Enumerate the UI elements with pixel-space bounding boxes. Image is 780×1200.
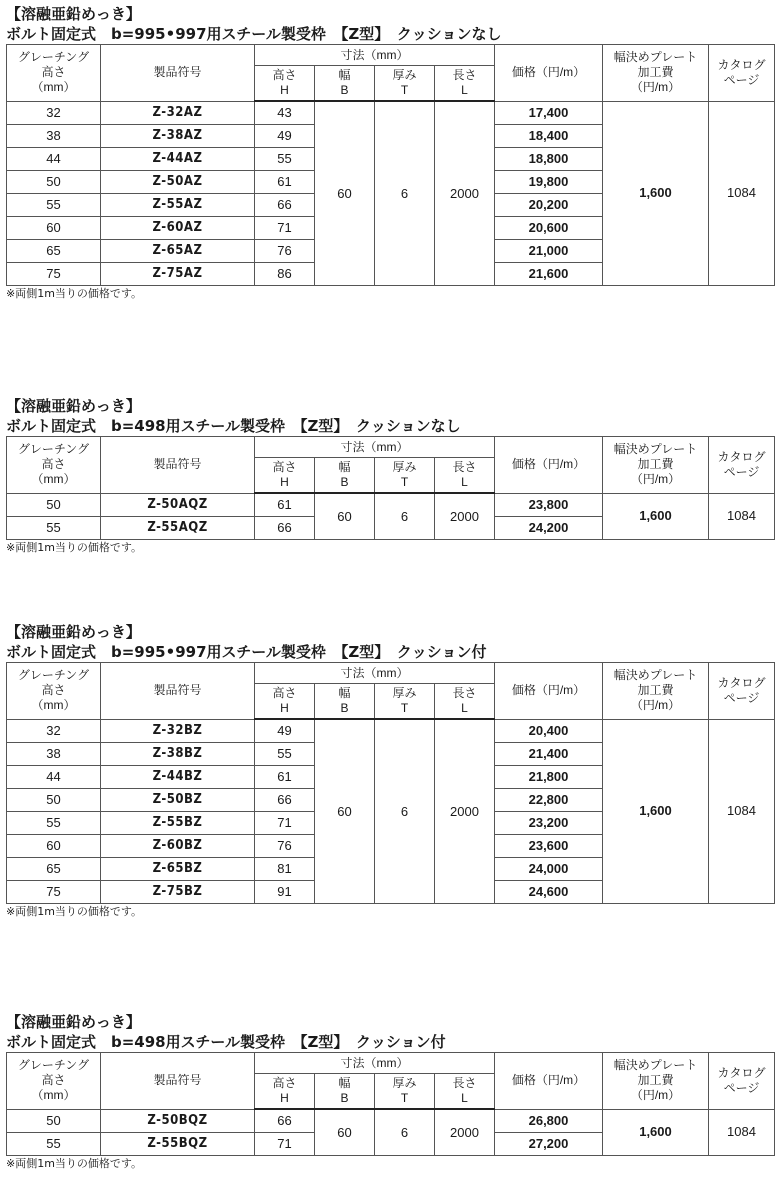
grating-height-cell: 50 <box>7 789 101 812</box>
header-line: 高さ <box>41 457 66 472</box>
price-cell: 21,800 <box>495 766 603 789</box>
product-code-cell: Z-32AZ <box>101 101 255 125</box>
header-line: 高さ <box>272 1076 297 1090</box>
header-dimensions: 寸法（mm） <box>255 1053 495 1074</box>
header-line: H <box>280 475 289 489</box>
section-category: 【溶融亜鉛めっき】 <box>6 623 141 641</box>
price-table <box>6 436 775 540</box>
header-line: L <box>461 701 468 715</box>
header-thickness <box>375 66 435 102</box>
header-line: 高さ <box>272 686 297 700</box>
product-code-cell: Z-75AZ <box>101 263 255 286</box>
header-product-code: 製品符号 <box>101 45 255 102</box>
section-category: 【溶融亜鉛めっき】 <box>6 397 141 415</box>
header-product-code: 製品符号 <box>101 437 255 494</box>
header-line: H <box>280 1091 289 1105</box>
height-cell: 76 <box>255 240 315 263</box>
header-thickness <box>375 458 435 494</box>
header-line: 厚み <box>392 68 417 82</box>
header-line: グレーチング <box>17 50 90 65</box>
header-line: H <box>280 83 289 97</box>
price-cell: 26,800 <box>495 1109 603 1133</box>
header-line: （mm） <box>31 1088 76 1103</box>
product-code-cell: Z-44AZ <box>101 148 255 171</box>
width-cell: 60 <box>315 493 375 540</box>
header-line: B <box>340 83 349 97</box>
product-code-cell: Z-32BZ <box>101 719 255 743</box>
section-title: ボルト固定式 b=498用スチール製受枠 【Z型】 クッションなし <box>6 417 461 435</box>
header-line: ページ <box>723 1080 760 1095</box>
header-line: カタログ <box>717 449 766 464</box>
grating-height-cell: 60 <box>7 835 101 858</box>
header-row <box>7 45 775 66</box>
grating-height-cell: 60 <box>7 217 101 240</box>
header-catalog-page <box>709 45 775 102</box>
header-line: T <box>400 701 409 715</box>
header-line: 高さ <box>272 68 297 82</box>
height-cell: 61 <box>255 171 315 194</box>
header-line: 高さ <box>272 460 297 474</box>
price-table <box>6 662 775 904</box>
header-line: ページ <box>723 690 760 705</box>
header-line: 長さ <box>452 686 477 700</box>
grating-height-cell: 75 <box>7 881 101 904</box>
section-category: 【溶融亜鉛めっき】 <box>6 1013 141 1031</box>
height-cell: 66 <box>255 194 315 217</box>
header-product-code: 製品符号 <box>101 663 255 720</box>
header-grating-height <box>7 45 101 102</box>
header-height <box>255 684 315 720</box>
header-width <box>315 66 375 102</box>
header-thickness <box>375 684 435 720</box>
header-price: 価格（円/m） <box>495 1053 603 1110</box>
header-line: （円/m） <box>630 1088 681 1103</box>
price-cell: 17,400 <box>495 101 603 125</box>
header-catalog-page <box>709 437 775 494</box>
header-line: T <box>400 1091 409 1105</box>
header-line: グレーチング <box>17 1058 90 1073</box>
plate-fee-cell: 1,600 <box>603 493 709 540</box>
header-grating-height <box>7 1053 101 1110</box>
width-cell: 60 <box>315 719 375 904</box>
header-thickness <box>375 1074 435 1110</box>
thickness-cell: 6 <box>375 1109 435 1156</box>
price-cell: 21,400 <box>495 743 603 766</box>
product-code-cell: Z-55AQZ <box>101 517 255 540</box>
price-cell: 18,400 <box>495 125 603 148</box>
height-cell: 71 <box>255 217 315 240</box>
product-code-cell: Z-50BQZ <box>101 1109 255 1133</box>
header-price: 価格（円/m） <box>495 45 603 102</box>
header-plate-fee <box>603 45 709 102</box>
section-category: 【溶融亜鉛めっき】 <box>6 5 141 23</box>
header-line: 高さ <box>41 1073 66 1088</box>
price-note: ※両側1m当りの価格です。 <box>6 905 143 918</box>
header-dimensions: 寸法（mm） <box>255 45 495 66</box>
plate-fee-cell: 1,600 <box>603 1109 709 1156</box>
product-code-cell: Z-65BZ <box>101 858 255 881</box>
price-table <box>6 1052 775 1156</box>
header-height <box>255 458 315 494</box>
header-line: グレーチング <box>17 442 90 457</box>
length-cell: 2000 <box>435 1109 495 1156</box>
height-cell: 43 <box>255 101 315 125</box>
price-cell: 27,200 <box>495 1133 603 1156</box>
product-code-cell: Z-50AZ <box>101 171 255 194</box>
product-code-cell: Z-55AZ <box>101 194 255 217</box>
price-cell: 22,800 <box>495 789 603 812</box>
header-plate-fee <box>603 1053 709 1110</box>
header-plate-fee <box>603 437 709 494</box>
product-code-cell: Z-60AZ <box>101 217 255 240</box>
catalog-page-cell: 1084 <box>709 493 775 540</box>
price-note: ※両側1m当りの価格です。 <box>6 541 143 554</box>
grating-height-cell: 50 <box>7 171 101 194</box>
header-line: 幅決めプレート <box>613 442 698 457</box>
height-cell: 91 <box>255 881 315 904</box>
table-row <box>7 493 775 517</box>
header-line: B <box>340 475 349 489</box>
header-line: （mm） <box>31 472 76 487</box>
height-cell: 55 <box>255 148 315 171</box>
product-code-cell: Z-38BZ <box>101 743 255 766</box>
height-cell: 71 <box>255 812 315 835</box>
header-line: ページ <box>723 464 760 479</box>
grating-height-cell: 55 <box>7 194 101 217</box>
product-code-cell: Z-50BZ <box>101 789 255 812</box>
height-cell: 81 <box>255 858 315 881</box>
header-line: （円/m） <box>630 472 681 487</box>
product-code-cell: Z-60BZ <box>101 835 255 858</box>
header-line: 厚み <box>392 460 417 474</box>
grating-height-cell: 38 <box>7 743 101 766</box>
grating-height-cell: 55 <box>7 812 101 835</box>
price-cell: 23,800 <box>495 493 603 517</box>
header-line: 幅 <box>338 686 351 700</box>
price-section <box>6 4 774 301</box>
header-line: 加工費 <box>637 1073 674 1088</box>
grating-height-cell: 32 <box>7 101 101 125</box>
header-line: 加工費 <box>637 65 674 80</box>
price-section <box>6 622 774 919</box>
price-note: ※両側1m当りの価格です。 <box>6 287 143 300</box>
header-line: 厚み <box>392 1076 417 1090</box>
price-cell: 23,600 <box>495 835 603 858</box>
thickness-cell: 6 <box>375 493 435 540</box>
catalog-page-cell: 1084 <box>709 1109 775 1156</box>
header-line: 加工費 <box>637 457 674 472</box>
header-width <box>315 684 375 720</box>
price-cell: 19,800 <box>495 171 603 194</box>
section-title: ボルト固定式 b=995•997用スチール製受枠 【Z型】 クッションなし <box>6 25 502 43</box>
header-grating-height <box>7 437 101 494</box>
header-line: （円/m） <box>630 698 681 713</box>
section-title: ボルト固定式 b=498用スチール製受枠 【Z型】 クッション付 <box>6 1033 446 1051</box>
price-section <box>6 1012 774 1171</box>
header-height <box>255 66 315 102</box>
product-code-cell: Z-44BZ <box>101 766 255 789</box>
header-line: 高さ <box>41 65 66 80</box>
header-line: 加工費 <box>637 683 674 698</box>
grating-height-cell: 32 <box>7 719 101 743</box>
header-line: 幅決めプレート <box>613 1058 698 1073</box>
header-line: 高さ <box>41 683 66 698</box>
height-cell: 71 <box>255 1133 315 1156</box>
height-cell: 66 <box>255 517 315 540</box>
table-row <box>7 1109 775 1133</box>
product-code-cell: Z-75BZ <box>101 881 255 904</box>
header-line: カタログ <box>717 57 766 72</box>
header-line: L <box>461 1091 468 1105</box>
height-cell: 61 <box>255 493 315 517</box>
header-row <box>7 1053 775 1074</box>
price-cell: 24,000 <box>495 858 603 881</box>
length-cell: 2000 <box>435 101 495 286</box>
header-line: カタログ <box>717 1065 766 1080</box>
height-cell: 61 <box>255 766 315 789</box>
header-line: 幅決めプレート <box>613 50 698 65</box>
header-line: ページ <box>723 72 760 87</box>
thickness-cell: 6 <box>375 101 435 286</box>
header-dimensions: 寸法（mm） <box>255 437 495 458</box>
header-width <box>315 458 375 494</box>
product-code-cell: Z-55BQZ <box>101 1133 255 1156</box>
catalog-page-cell: 1084 <box>709 101 775 286</box>
header-price: 価格（円/m） <box>495 663 603 720</box>
section-title: ボルト固定式 b=995•997用スチール製受枠 【Z型】 クッション付 <box>6 643 487 661</box>
header-line: 幅決めプレート <box>613 668 698 683</box>
price-cell: 24,200 <box>495 517 603 540</box>
width-cell: 60 <box>315 101 375 286</box>
header-height <box>255 1074 315 1110</box>
header-width <box>315 1074 375 1110</box>
header-line: L <box>461 83 468 97</box>
height-cell: 66 <box>255 789 315 812</box>
header-line: カタログ <box>717 675 766 690</box>
grating-height-cell: 65 <box>7 858 101 881</box>
header-line: L <box>461 475 468 489</box>
height-cell: 86 <box>255 263 315 286</box>
header-product-code: 製品符号 <box>101 1053 255 1110</box>
height-cell: 55 <box>255 743 315 766</box>
length-cell: 2000 <box>435 493 495 540</box>
thickness-cell: 6 <box>375 719 435 904</box>
header-line: B <box>340 1091 349 1105</box>
price-table <box>6 44 775 286</box>
grating-height-cell: 38 <box>7 125 101 148</box>
price-cell: 24,600 <box>495 881 603 904</box>
header-length <box>435 1074 495 1110</box>
plate-fee-cell: 1,600 <box>603 719 709 904</box>
price-cell: 20,200 <box>495 194 603 217</box>
header-line: 幅 <box>338 68 351 82</box>
height-cell: 66 <box>255 1109 315 1133</box>
grating-height-cell: 50 <box>7 493 101 517</box>
grating-height-cell: 55 <box>7 1133 101 1156</box>
price-cell: 21,600 <box>495 263 603 286</box>
grating-height-cell: 75 <box>7 263 101 286</box>
price-note: ※両側1m当りの価格です。 <box>6 1157 143 1170</box>
grating-height-cell: 55 <box>7 517 101 540</box>
height-cell: 49 <box>255 719 315 743</box>
header-line: グレーチング <box>17 668 90 683</box>
product-code-cell: Z-38AZ <box>101 125 255 148</box>
header-line: 幅 <box>338 460 351 474</box>
catalog-page-cell: 1084 <box>709 719 775 904</box>
header-dimensions: 寸法（mm） <box>255 663 495 684</box>
header-line: 長さ <box>452 1076 477 1090</box>
header-line: B <box>340 701 349 715</box>
product-code-cell: Z-50AQZ <box>101 493 255 517</box>
grating-height-cell: 65 <box>7 240 101 263</box>
price-cell: 23,200 <box>495 812 603 835</box>
header-catalog-page <box>709 1053 775 1110</box>
header-line: T <box>400 475 409 489</box>
table-row <box>7 719 775 743</box>
header-length <box>435 458 495 494</box>
table-row <box>7 101 775 125</box>
header-price: 価格（円/m） <box>495 437 603 494</box>
product-code-cell: Z-55BZ <box>101 812 255 835</box>
product-code-cell: Z-65AZ <box>101 240 255 263</box>
header-line: 長さ <box>452 460 477 474</box>
grating-height-cell: 44 <box>7 766 101 789</box>
width-cell: 60 <box>315 1109 375 1156</box>
grating-height-cell: 50 <box>7 1109 101 1133</box>
plate-fee-cell: 1,600 <box>603 101 709 286</box>
header-length <box>435 684 495 720</box>
header-grating-height <box>7 663 101 720</box>
header-line: （円/m） <box>630 80 681 95</box>
grating-height-cell: 44 <box>7 148 101 171</box>
header-line: （mm） <box>31 698 76 713</box>
height-cell: 49 <box>255 125 315 148</box>
header-plate-fee <box>603 663 709 720</box>
price-cell: 18,800 <box>495 148 603 171</box>
header-line: 厚み <box>392 686 417 700</box>
header-line: 長さ <box>452 68 477 82</box>
header-line: H <box>280 701 289 715</box>
length-cell: 2000 <box>435 719 495 904</box>
header-line: （mm） <box>31 80 76 95</box>
header-line: T <box>400 83 409 97</box>
price-cell: 20,600 <box>495 217 603 240</box>
header-catalog-page <box>709 663 775 720</box>
price-cell: 21,000 <box>495 240 603 263</box>
height-cell: 76 <box>255 835 315 858</box>
header-line: 幅 <box>338 1076 351 1090</box>
header-row <box>7 663 775 684</box>
header-row <box>7 437 775 458</box>
header-length <box>435 66 495 102</box>
price-cell: 20,400 <box>495 719 603 743</box>
price-section <box>6 396 774 555</box>
